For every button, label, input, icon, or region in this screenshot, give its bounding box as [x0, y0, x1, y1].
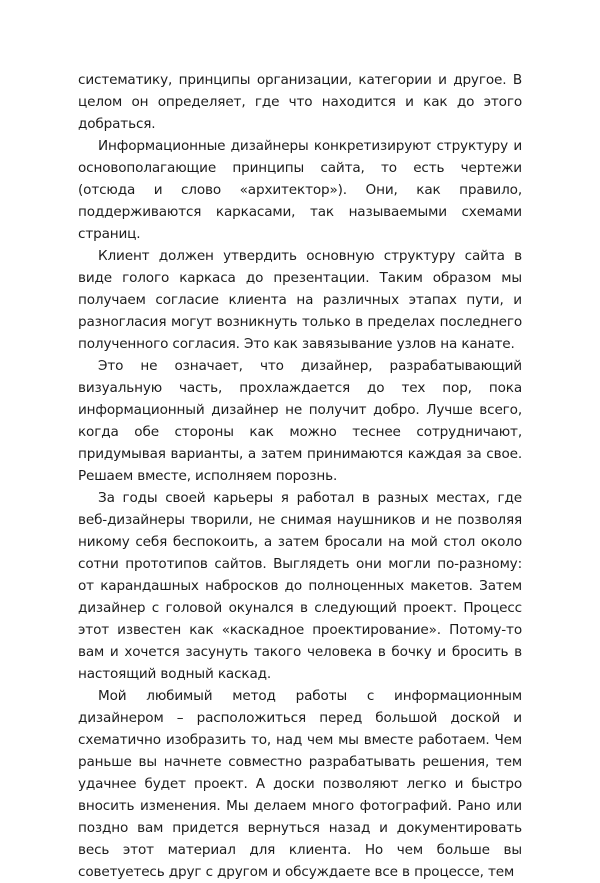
paragraph-3: Клиент должен утвердить основную структуру сайта в виде голого каркаса до презентации. Таким образом мы получаем согласие клиента на различных этапах пути, и разногласия могут возникнуть только в пределах последнего полученного согласия. Это как завязывание узлов на канате.: [78, 248, 522, 352]
paragraph-2: Информационные дизайнеры конкретизируют структуру и основополагающие принципы сайта, то есть чертежи (отсюда и слово «архитектор»). Они, как правило, поддерживаются каркасами, так называемыми схемами страниц.: [78, 138, 522, 242]
page-body: [78, 69, 522, 883]
paragraph-6: Мой любимый метод работы с информационным дизайнером – расположиться перед большой доской и схематично изобразить то, над чем мы вместе работаем. Чем раньше вы начнете совместно разрабатывать решения, тем удачнее будет проект. А доски позволяют легко и быстро вносить изменения. Мы делаем много фотографий. Рано или поздно вам придется вернуться назад и документировать весь этот материал для клиента. Но чем больше вы советуетесь друг с другом и обсуждаете все в процессе, тем: [78, 688, 522, 880]
paragraph-4: Это не означает, что дизайнер, разрабатывающий визуальную часть, прохлаждается до тех пор, пока информационный дизайнер не получит добро. Лучше всего, когда обе стороны как можно теснее сотрудничают, придумывая варианты, а затем принимаются каждая за свое. Решаем вместе, исполняем порознь.: [78, 358, 522, 484]
paragraph-1: систематику, принципы организации, категории и другое. В целом он определяет, где что находится и как до этого добраться.: [78, 72, 522, 132]
paragraph-5: За годы своей карьеры я работал в разных местах, где веб-дизайнеры творили, не снимая наушников и не позволяя никому себя беспокоить, а затем бросали на мой стол около сотни прототипов сайтов. Выглядеть они могли по-разному: от карандашных набросков до полноценных макетов. Затем дизайнер с головой окунался в следующий проект. Процесс этот известен как «каскадное проектирование». Потому-то вам и хочется засунуть такого человека в бочку и бросить в настоящий водный каскад.: [78, 490, 522, 682]
